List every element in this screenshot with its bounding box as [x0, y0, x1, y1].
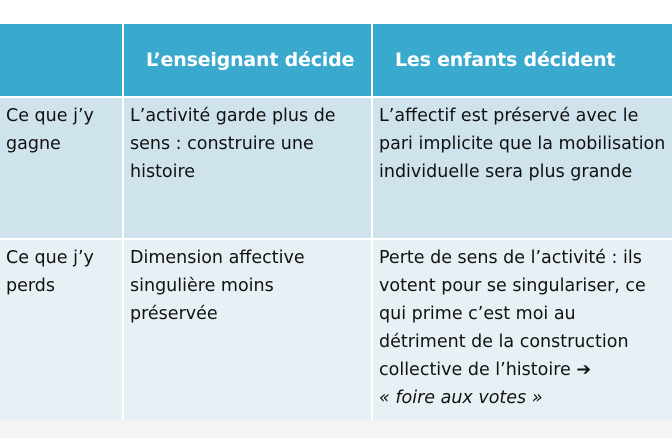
- cell-loss-children: [372, 239, 672, 420]
- row-label-loss: Ce que j’y perds: [0, 239, 123, 420]
- header-children-decide: Les enfants décident: [372, 23, 672, 97]
- header-teacher-decides: L’enseignant décide: [123, 23, 372, 97]
- header-cell-empty: [0, 23, 123, 97]
- comparison-table: [0, 22, 672, 420]
- table-row-loss: [0, 239, 672, 420]
- table-row-gain: [0, 97, 672, 239]
- cell-loss-children-text: Perte de sens de l’activité : ils votent pour se singulariser, ce qui prime c’est moi au détriment de la construction collective de l’histoire: [379, 248, 646, 380]
- cell-loss-children-quote: « foire aux votes »: [379, 388, 543, 408]
- cell-loss-teacher: Dimension affective singulière moins préservée: [123, 239, 372, 420]
- header-row: [0, 23, 672, 97]
- top-margin: [0, 0, 672, 22]
- cell-gain-children: L’affectif est préservé avec le pari implicite que la mobilisation individuelle sera plus grande: [372, 97, 672, 239]
- right-arrow-icon: ➔: [576, 360, 592, 380]
- row-label-gain: Ce que j’y gagne: [0, 97, 123, 239]
- cell-gain-teacher: L’activité garde plus de sens : construire une histoire: [123, 97, 372, 239]
